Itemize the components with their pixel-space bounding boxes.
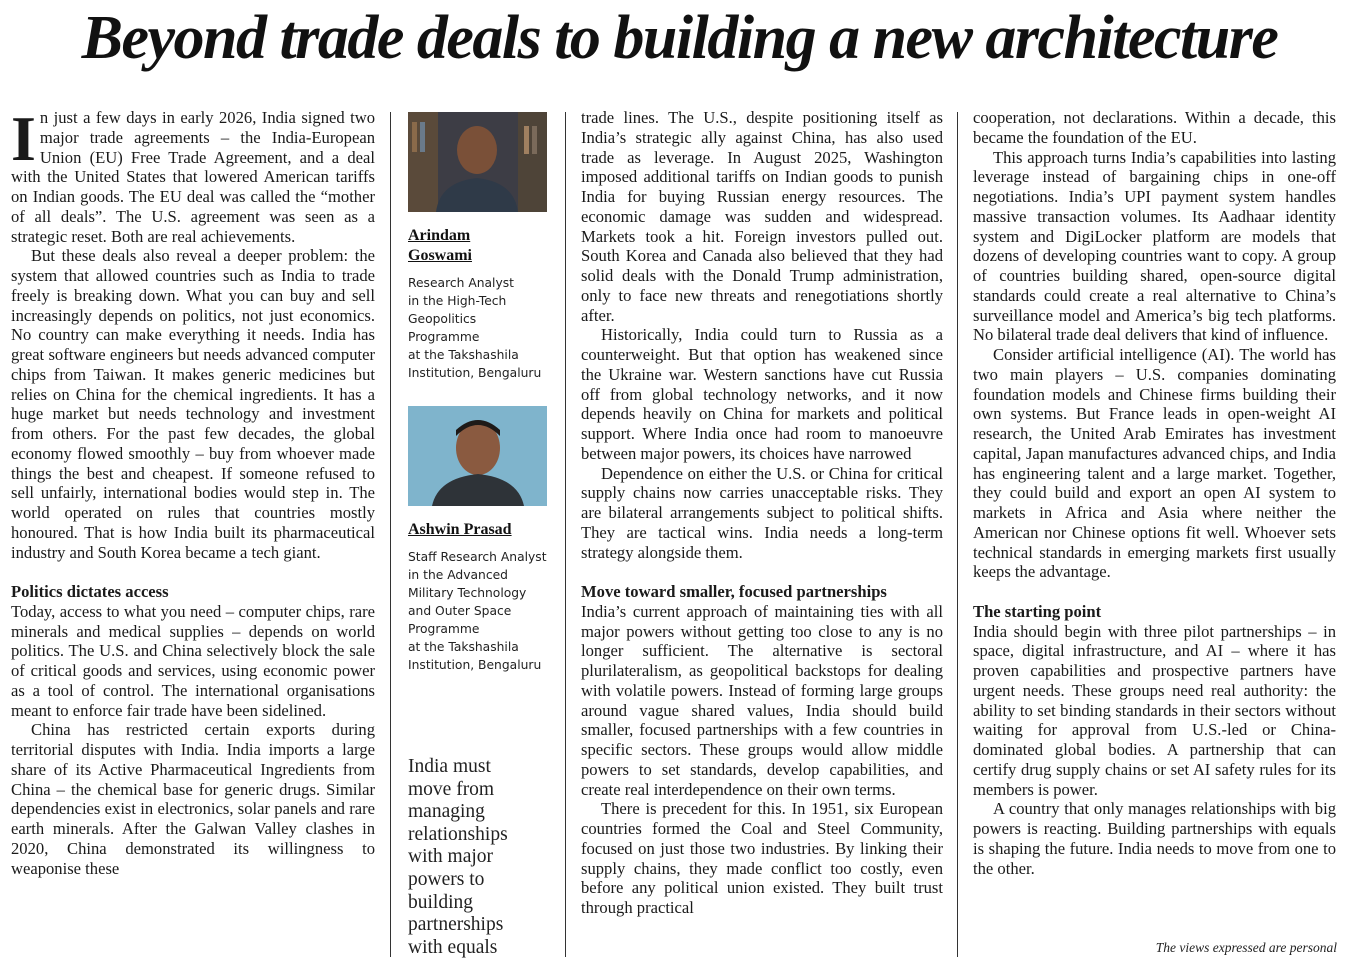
- paragraph: China has restricted certain exports during territorial disputes with India. India imports a large share of its Active Pharmaceutical Ingredients from China – the chemical base for generic drugs. Similar dependencies exist in electronics, solar panels and rare earth minerals. After the Galwan Valley clashes in 2020, China demonstrated its willingness to weaponise these: [11, 720, 375, 878]
- article-column-3: [581, 108, 943, 918]
- author-photo-arindam: [408, 112, 547, 212]
- headline: Beyond trade deals to building a new architecture: [81, 4, 1278, 72]
- author-sidebar: [408, 112, 550, 674]
- paragraph: Consider artificial intelligence (AI). The world has two main players – U.S. companies dominating foundation models and Chinese firms building their own systems. But France leads in open-weight AI research, the United Arab Emirates has investment capital, Japan manufactures advanced chips, and India has engineering talent and a large market. Together, they could build and export an open AI system to markets in Africa and Asia where neither the American nor Chinese options fit well. Whoever sets technical standards in emerging markets first usually keeps the advantage.: [973, 345, 1336, 582]
- paragraph: cooperation, not declarations. Within a decade, this became the foundation of the EU.: [973, 108, 1336, 147]
- article-column-4: [973, 108, 1336, 878]
- author-role: Research Analyst in the High-Tech Geopolitics Programme at the Takshashila Institution, Bengaluru: [408, 276, 542, 380]
- paragraph: But these deals also reveal a deeper problem: the system that allowed countries such as India to trade freely is breaking down. What you can buy and sell increasingly depends on politics, not just economics. No country can make everything it needs. India has great software engineers but needs advanced computer chips from Taiwan. It makes generic medicines but relies on China for the chemical ingredients. It has a huge market but needs technology and investment from others. For the past few decades, the global economy flowed smoothly – buy from whoever made things the best and cheapest. If someone refused to sell unfairly, international bodies would step in. The world operated on rules that countries mostly honoured. That is how India built its pharmaceutical industry and South Korea became a tech giant.: [11, 246, 375, 562]
- paragraph: In just a few days in early 2026, India signed two major trade agreements – the India-European Union (EU) Free Trade Agreement, and a deal with the United States that lowered American tariffs on Indian goods. The EU deal was called the “mother of all deals”. The U.S. agreement was seen as a strategic reset. Both are real achievements.: [11, 103, 375, 246]
- author-name: Arindam Goswami: [408, 227, 472, 264]
- subheading: Politics dictates access: [11, 582, 169, 601]
- paragraph: trade lines. The U.S., despite positioning itself as India’s strategic ally against China, has also used trade as leverage. In August 2025, Washington imposed additional tariffs on Indian goods to punish India for buying Russian energy resources. The economic damage was sudden and widespread. Markets took a hit. Foreign investors pulled out. South Korea and Canada also believed that they had solid deals with the Donald Trump administration, only to face new threats and renegotiations shortly after.: [581, 108, 943, 325]
- paragraph: Historically, India could turn to Russia as a counterweight. But that option has weakened since the Ukraine war. Western sanctions have cut Russia off from global technology networks, and it now depends heavily on China for markets and political support. Where India once had room to manoeuvre between major powers, its choices have narrowed: [581, 325, 943, 463]
- author-name: Ashwin Prasad: [408, 521, 512, 538]
- drop-cap: I: [11, 103, 36, 174]
- paragraph: India should begin with three pilot partnerships – in space, digital infrastructure, and AI – where it has proven capabilities and prospective partners have urgent needs. These groups need real authority: the ability to set binding standards in their sectors without waiting for approval from U.S.-led or China-dominated global bodies. A partnership that can certify drug supply chains or set AI safety rules for its members is power.: [973, 621, 1336, 799]
- pull-quote: India must move from managing relationships with major powers to building partnerships with equals: [408, 756, 508, 958]
- column-divider: [390, 112, 391, 957]
- article-column-1: [11, 103, 375, 878]
- author-photo-ashwin: [408, 406, 547, 506]
- paragraph: Today, access to what you need – computer chips, rare minerals and medical supplies – depends on world politics. The U.S. and China selectively block the sale of critical goods and services, using economic power as a tool of control. The international organisations meant to enforce fair trade have been sidelined.: [11, 601, 375, 720]
- column-divider: [957, 112, 958, 957]
- paragraph: India’s current approach of maintaining ties with all major powers without getting too close to any is no longer sufficient. The alternative is sectoral plurilateralism, as geopolitical backstops for dealing with volatile powers. Instead of forming large groups around vague shared values, India should build smaller, focused partnerships with a few countries in specific sectors. These groups would allow middle powers to set standards, develop capabilities, and create real interdependence on their own terms.: [581, 601, 943, 799]
- disclaimer: The views expressed are personal: [1155, 940, 1337, 955]
- paragraph: This approach turns India’s capabilities into lasting leverage instead of bargaining chips in one-off negotiations. India’s UPI payment system handles massive transaction volumes. Its Aadhaar identity system and DigiLocker platform are models that dozens of developing countries want to copy. A group of countries building shared, open-source digital standards could create a real alternative to China’s surveillance model and America’s big tech platforms. No bilateral trade deal delivers that kind of influence.: [973, 147, 1336, 345]
- paragraph: There is precedent for this. In 1951, six European countries formed the Coal and Steel Community, focused on just those two industries. By linking their supply chains, they made conflict too costly, even before any political union existed. They built trust through practical: [581, 799, 943, 917]
- paragraph: A country that only manages relationships with big powers is reacting. Building partnerships with equals is shaping the future. India needs to move from one to the other.: [973, 799, 1336, 878]
- author-role: Staff Research Analyst in the Advanced Military Technology and Outer Space Programme at the Takshashila Institution, Bengaluru: [408, 550, 547, 672]
- column-divider: [565, 112, 566, 957]
- paragraph: Dependence on either the U.S. or China for critical supply chains now carries unacceptable risks. They are bilateral arrangements subject to political shifts. They are tactical wins. India needs a long-term strategy alongside them.: [581, 463, 943, 562]
- subheading: The starting point: [973, 601, 1102, 621]
- subheading: Move toward smaller, focused partnerships: [581, 582, 887, 601]
